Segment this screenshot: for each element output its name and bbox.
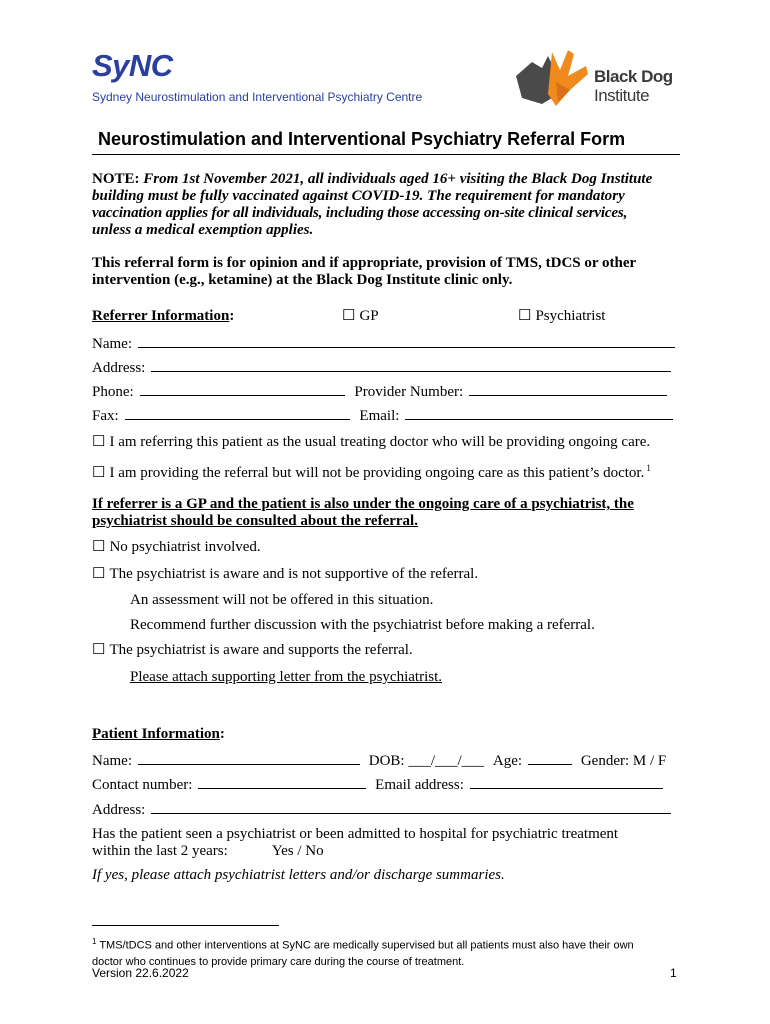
footnote	[92, 934, 634, 970]
patient-gender-field[interactable]: Gender: M / F	[580, 753, 667, 769]
referrer-phone-label: Phone:	[92, 384, 134, 400]
option-not-supportive-label: The psychiatrist is aware and is not supportive of the referral.	[109, 566, 479, 582]
patient-address-row[interactable]	[92, 801, 671, 819]
option-psychiatrist-label: Psychiatrist	[535, 308, 606, 324]
gp-heading-line-1: If referrer is a GP and the patient is also under the ongoing care of a psychiatrist, the	[92, 496, 634, 512]
note-text-4: unless a medical exemption applies.	[92, 222, 314, 238]
checkbox-icon[interactable]: ☐	[342, 308, 356, 324]
referrer-phone-line[interactable]	[140, 383, 345, 396]
check-not-ongoing-label: I am providing the referral but will not be providing ongoing care as this patient’s doctor.	[109, 465, 645, 481]
referrer-provider-label: Provider Number:	[354, 384, 464, 400]
referrer-email-line[interactable]	[405, 407, 673, 420]
checkbox-icon[interactable]: ☐	[92, 465, 106, 481]
footnote-line-1: TMS/tDCS and other interventions at SyNC are medically supervised but all patients must also have their own	[99, 939, 634, 952]
version-label: Version 22.6.2022	[92, 966, 189, 980]
gp-section-heading	[92, 496, 634, 530]
partner-name-line1: Black Dog	[594, 67, 673, 86]
patient-question	[92, 826, 618, 860]
referrer-name-field[interactable]	[92, 335, 675, 353]
check-not-ongoing[interactable]	[92, 460, 651, 482]
if-yes-note: If yes, please attach psychiatrist letters and/or discharge summaries.	[92, 867, 505, 883]
footnote-ref: 1	[646, 463, 651, 473]
referrer-phone-field[interactable]	[92, 383, 667, 401]
option-not-supportive[interactable]	[92, 566, 478, 583]
brand-subtitle: Sydney Neurostimulation and Interventional Psychiatry Centre	[92, 90, 423, 104]
gp-heading-line-2: psychiatrist should be consulted about the referral.	[92, 513, 418, 529]
checkbox-icon[interactable]: ☐	[92, 539, 106, 555]
page-number: 1	[670, 966, 677, 980]
patient-contact-label: Contact number:	[92, 777, 193, 793]
footnote-number: 1	[92, 937, 97, 946]
patient-name-label: Name:	[92, 753, 132, 769]
patient-heading-colon: :	[219, 726, 225, 742]
note-recommend: Recommend further discussion with the psychiatrist before making a referral.	[130, 617, 595, 633]
covid-note	[92, 171, 680, 239]
patient-yes-no[interactable]: Yes / No	[271, 843, 324, 859]
check-usual-doctor[interactable]	[92, 434, 650, 451]
note-label: NOTE:	[92, 171, 140, 187]
title-divider	[92, 154, 680, 155]
option-no-psychiatrist-label: No psychiatrist involved.	[109, 539, 261, 555]
patient-dob-field[interactable]: DOB: ___/___/___	[368, 753, 485, 769]
patient-name-line[interactable]	[138, 752, 360, 765]
option-psychiatrist[interactable]	[518, 308, 605, 325]
purpose-line-1: This referral form is for opinion and if appropriate, provision of TMS, tDCS or other	[92, 255, 637, 271]
referrer-provider-line[interactable]	[469, 383, 667, 396]
referrer-fax-label: Fax:	[92, 408, 119, 424]
checkbox-icon[interactable]: ☐	[92, 434, 106, 450]
patient-name-row[interactable]	[92, 752, 666, 770]
patient-email-label: Email address:	[375, 777, 464, 793]
note-text-1: From 1st November 2021, all individuals aged 16+ visiting the Black Dog Institute	[143, 171, 653, 187]
referrer-fax-line[interactable]	[125, 407, 350, 420]
checkbox-icon[interactable]: ☐	[518, 308, 532, 324]
patient-contact-line[interactable]	[198, 776, 366, 789]
referrer-name-label: Name:	[92, 336, 132, 352]
patient-address-line[interactable]	[151, 801, 671, 814]
option-supports[interactable]	[92, 642, 413, 659]
patient-email-line[interactable]	[470, 776, 663, 789]
note-text-3: vaccination applies for all individuals, including those accessing on-site clinical services,	[92, 205, 628, 221]
patient-question-line-1: Has the patient seen a psychiatrist or been admitted to hospital for psychiatric treatment	[92, 826, 619, 842]
patient-age-line[interactable]	[528, 752, 572, 765]
option-no-psychiatrist[interactable]	[92, 539, 261, 556]
check-usual-doctor-label: I am referring this patient as the usual treating doctor who will be providing ongoing care.	[109, 434, 651, 450]
referrer-address-line[interactable]	[151, 359, 671, 372]
referrer-heading	[92, 308, 234, 325]
referrer-fax-field[interactable]	[92, 407, 673, 425]
form-title: Neurostimulation and Interventional Psychiatry Referral Form	[98, 129, 626, 149]
checkbox-icon[interactable]: ☐	[92, 566, 106, 582]
footnote-divider	[92, 925, 279, 926]
footnote-line-2: doctor who continues to provide primary care during the course of treatment.	[92, 955, 465, 968]
referrer-address-label: Address:	[92, 360, 146, 376]
option-gp[interactable]	[342, 308, 379, 325]
patient-address-label: Address:	[92, 802, 146, 818]
purpose-line-2: intervention (e.g., ketamine) at the Black Dog Institute clinic only.	[92, 272, 513, 288]
note-text-2: building must be fully vaccinated against COVID-19. The requirement for mandatory	[92, 188, 625, 204]
purpose-text	[92, 255, 636, 289]
patient-heading-text: Patient Information	[92, 726, 220, 742]
brand-logo: SyNC	[92, 48, 173, 83]
black-dog-logo-icon	[512, 46, 592, 112]
referrer-heading-colon: :	[229, 308, 235, 324]
patient-contact-row[interactable]	[92, 776, 663, 794]
patient-age-label: Age:	[492, 753, 523, 769]
referrer-name-line[interactable]	[138, 335, 675, 348]
note-no-assessment: An assessment will not be offered in this situation.	[130, 592, 434, 608]
attach-letter-note: Please attach supporting letter from the psychiatrist.	[130, 669, 442, 685]
option-gp-label: GP	[359, 308, 379, 324]
partner-name-line2: Institute	[594, 86, 650, 105]
referrer-address-field[interactable]	[92, 359, 671, 377]
checkbox-icon[interactable]: ☐	[92, 642, 106, 658]
patient-question-line-2: within the last 2 years:	[92, 843, 228, 859]
referrer-heading-text: Referrer Information	[92, 308, 230, 324]
referrer-email-label: Email:	[359, 408, 400, 424]
option-supports-label: The psychiatrist is aware and supports the referral.	[109, 642, 413, 658]
patient-heading	[92, 726, 225, 743]
